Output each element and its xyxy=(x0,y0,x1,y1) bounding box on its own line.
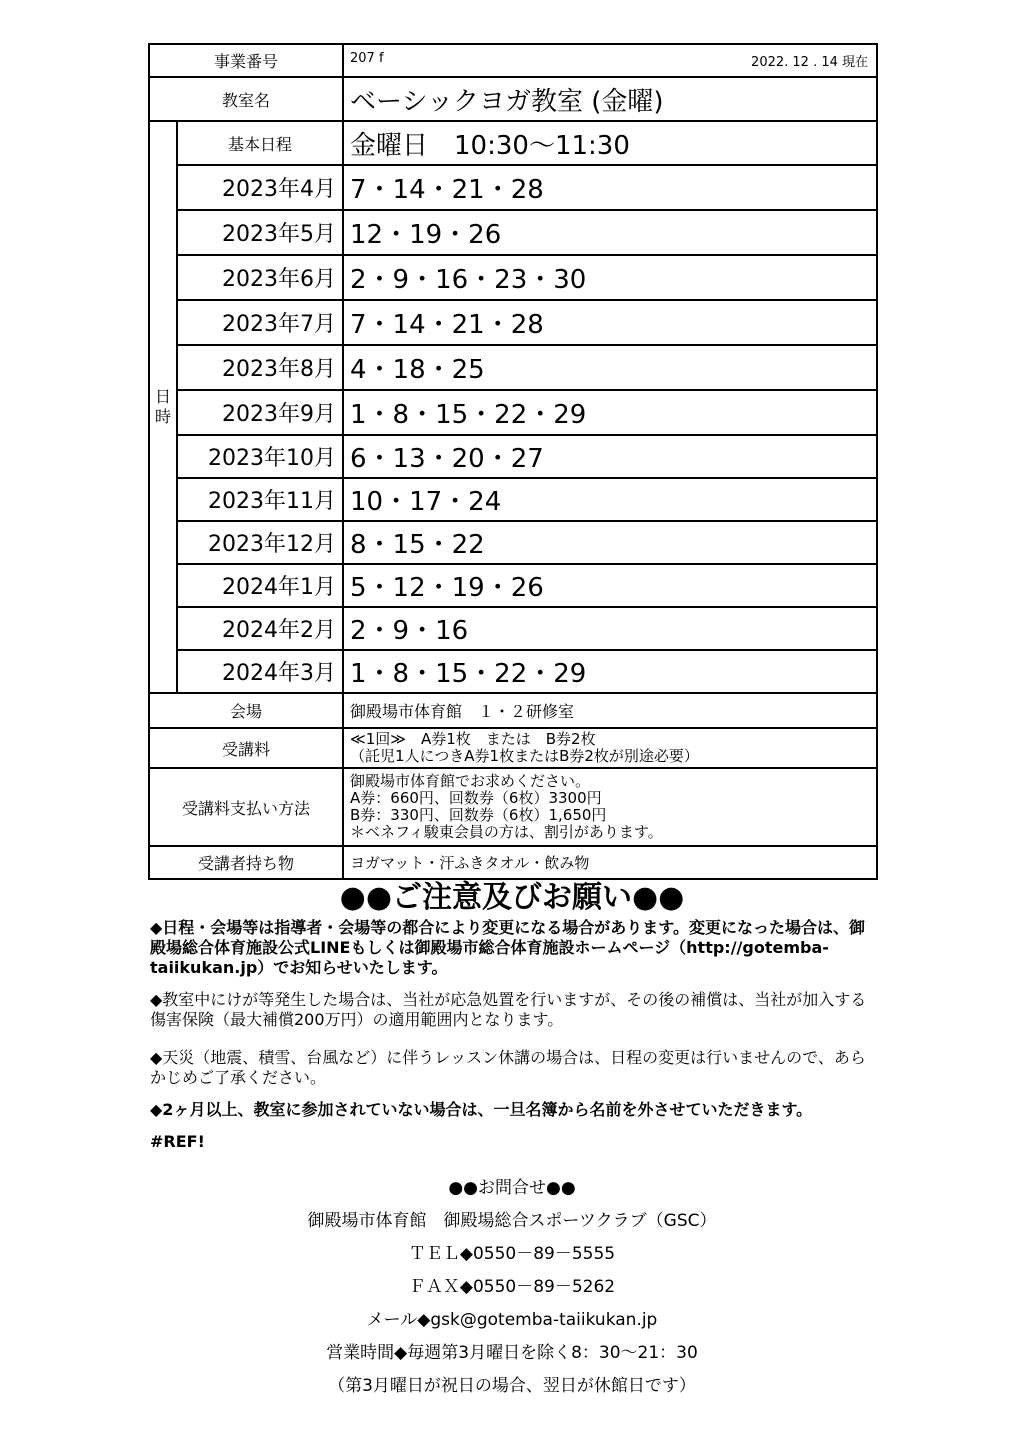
fee-label: 受講料 xyxy=(149,728,343,768)
month-label: 2023年9月 xyxy=(177,390,343,435)
month-label: 2023年5月 xyxy=(177,210,343,255)
month-label: 2023年4月 xyxy=(177,165,343,210)
class-info-table xyxy=(148,43,878,880)
month-label: 2024年3月 xyxy=(177,650,343,693)
payment-label: 受講料支払い方法 xyxy=(149,768,343,846)
payment-line: B券：330円、回数券（6枚）1,650円 xyxy=(350,806,607,824)
contact-org: 御殿場市体育館 御殿場総合スポーツクラブ（GSC） xyxy=(307,1211,717,1231)
payment-line: A券：660円、回数券（6枚）3300円 xyxy=(350,789,602,807)
month-days: 5・12・19・26 xyxy=(343,564,877,607)
notice-title: ●●ご注意及びお願い●● xyxy=(339,880,685,915)
venue-value: 御殿場市体育館 １・２研修室 xyxy=(343,693,877,728)
ref-error-text: #REF! xyxy=(150,1132,205,1151)
project-no: 207 f xyxy=(350,51,384,66)
class-name-label: 教室名 xyxy=(149,77,343,121)
month-days: 2・9・16 xyxy=(343,607,877,650)
month-days: 7・14・21・28 xyxy=(343,300,877,345)
month-days: 6・13・20・27 xyxy=(343,435,877,478)
month-label: 2024年2月 xyxy=(177,607,343,650)
month-days: 8・15・22 xyxy=(343,521,877,564)
fee-value xyxy=(343,728,877,768)
project-no-cell xyxy=(343,44,877,77)
fee-line: ≪1回≫ A券1枚 または B券2枚 xyxy=(350,730,596,748)
month-label: 2023年7月 xyxy=(177,300,343,345)
month-days: 1・8・15・22・29 xyxy=(343,650,877,693)
contact-section xyxy=(0,1172,1024,1403)
venue-label: 会場 xyxy=(149,693,343,728)
month-label: 2023年6月 xyxy=(177,255,343,300)
contact-title: ●●お問合せ●● xyxy=(448,1178,576,1198)
month-days: 10・17・24 xyxy=(343,478,877,521)
contact-fax: ＦＡＸ◆0550－89－5262 xyxy=(408,1277,616,1297)
project-no-label: 事業番号 xyxy=(149,44,343,77)
as-of-date: 2022. 12 . 14 現在 xyxy=(751,55,869,70)
contact-note: （第3月曜日が祝日の場合、翌日が休館日です） xyxy=(328,1376,696,1396)
class-name: ベーシックヨガ教室 (金曜) xyxy=(343,77,877,121)
notice-section xyxy=(150,918,872,1164)
notice-paragraph: ◆日程・会場等は指導者・会場等の都合により変更になる場合があります。変更になった場合は、御殿場総合体育施設公式LINEもしくは御殿場市総合体育施設ホームページ（http://gotemba-taiikukan.jp）でお知らせいたします。 xyxy=(150,918,866,977)
month-label: 2023年11月 xyxy=(177,478,343,521)
payment-value xyxy=(343,768,877,846)
month-label: 2023年10月 xyxy=(177,435,343,478)
month-label: 2023年8月 xyxy=(177,345,343,390)
month-label: 2023年12月 xyxy=(177,521,343,564)
fee-line: （託児1人につきA券1枚またはB券2枚が別途必要） xyxy=(350,747,699,765)
month-days: 2・9・16・23・30 xyxy=(343,255,877,300)
belongings-value: ヨガマット・汗ふきタオル・飲み物 xyxy=(343,846,877,879)
contact-tel: ＴＥＬ◆0550－89－5555 xyxy=(408,1244,616,1264)
month-days: 12・19・26 xyxy=(343,210,877,255)
schedule-side-label: 日 時 xyxy=(149,121,177,693)
notice-paragraph: ◆教室中にけが等発生した場合は、当社が応急処置を行いますが、その後の補償は、当社が加入する傷害保険（最大補償200万円）の適用範囲内となります。 xyxy=(150,990,867,1029)
month-days: 1・8・15・22・29 xyxy=(343,390,877,435)
month-days: 4・18・25 xyxy=(343,345,877,390)
belongings-label: 受講者持ち物 xyxy=(149,846,343,879)
base-schedule: 金曜日 10:30～11:30 xyxy=(343,121,877,165)
contact-mail: メール◆gsk@gotemba-taiikukan.jp xyxy=(366,1310,658,1330)
contact-hours: 営業時間◆毎週第3月曜日を除く8：30～21：30 xyxy=(326,1343,698,1363)
payment-line: ＊ベネフィ駿東会員の方は、割引があります。 xyxy=(350,823,663,841)
notice-paragraph: ◆2ヶ月以上、教室に参加されていない場合は、一旦名簿から名前を外させていただきます。 xyxy=(150,1100,813,1119)
month-label: 2024年1月 xyxy=(177,564,343,607)
payment-line: 御殿場市体育館でお求めください。 xyxy=(350,772,591,790)
notice-paragraph: ◆天災（地震、積雪、台風など）に伴うレッスン休講の場合は、日程の変更は行いませんので、あらかじめご了承ください。 xyxy=(150,1048,866,1087)
base-schedule-label: 基本日程 xyxy=(177,121,343,165)
month-days: 7・14・21・28 xyxy=(343,165,877,210)
